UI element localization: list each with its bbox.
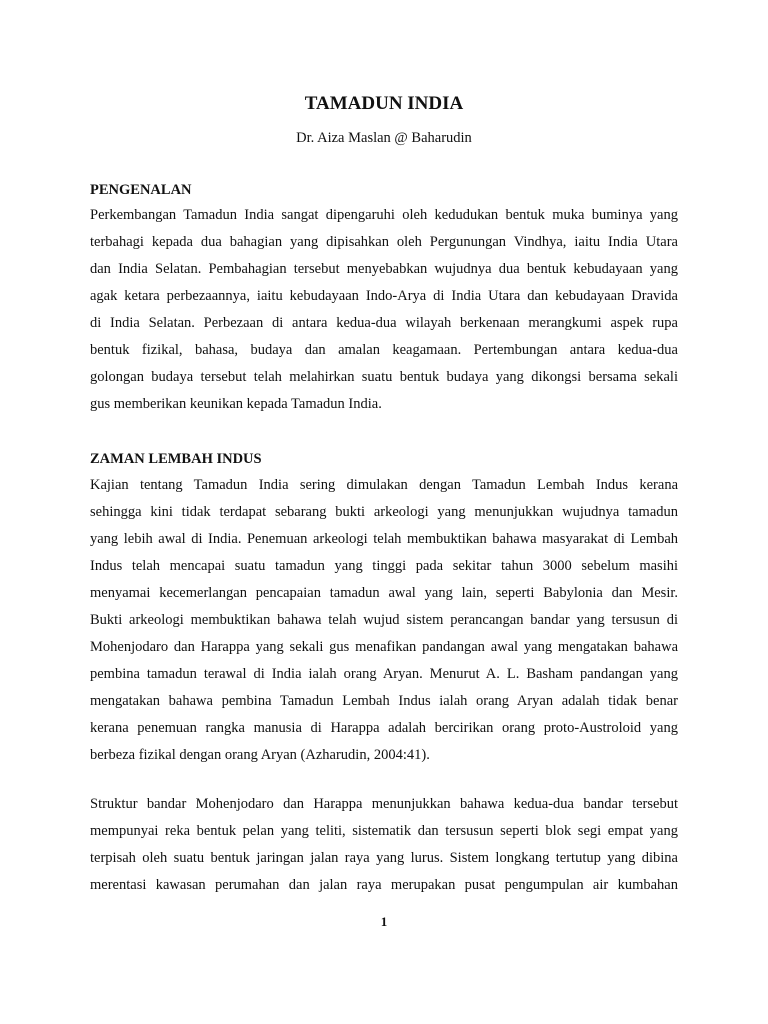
paragraph-line: terpisah oleh suatu bentuk jaringan jalan raya yang lurus. Sistem longkang tertutup yang dibina [90, 850, 678, 866]
paragraph-line: menyamai kecemerlangan pencapaian tamadun awal yang lain, seperti Babylonia dan Mesir. [90, 585, 678, 601]
paragraph-pengenalan [90, 202, 678, 418]
page-number: 1 [380, 914, 388, 929]
paragraph-line: pembina tamadun terawal di India ialah orang Aryan. Menurut A. L. Basham pandangan yang [90, 666, 678, 682]
paragraph-line: golongan budaya tersebut telah melahirkan suatu bentuk budaya yang dikongsi bersama sekali [90, 369, 678, 385]
paragraph-lembah-indus-2 [90, 791, 678, 899]
paragraph-line: yang lebih awal di India. Penemuan arkeologi telah membuktikan bahawa masyarakat di Lembah [90, 531, 678, 547]
document-author: Dr. Aiza Maslan @ Baharudin [296, 130, 472, 146]
paragraph-line: sehingga kini tidak terdapat sebarang bukti arkeologi yang menunjukkan wujudnya tamadun [90, 504, 678, 520]
paragraph-line: Perkembangan Tamadun India sangat dipengaruhi oleh kedudukan bentuk muka buminya yang [90, 207, 678, 223]
paragraph-line: mempunyai reka bentuk pelan yang teliti, sistematik dan tersusun seperti blok segi empat yang [90, 823, 678, 839]
paragraph-line: berbeza fizikal dengan orang Aryan (Azharudin, 2004:41). [90, 747, 430, 763]
paragraph-line: di India Selatan. Perbezaan di antara kedua-dua wilayah berkenaan merangkumi aspek rupa [90, 315, 678, 331]
paragraph-line: terbahagi kepada dua bahagian yang dipisahkan oleh Pergunungan Vindhya, iaitu India Utara [90, 234, 678, 250]
paragraph-line: mengatakan bahawa pembina Tamadun Lembah Indus ialah orang Aryan adalah tidak benar [90, 693, 678, 709]
paragraph-line: bentuk fizikal, bahasa, budaya dan amalan keagamaan. Pertembungan antara kedua-dua [90, 342, 678, 358]
document-title: TAMADUN INDIA [304, 93, 464, 114]
section-heading-zaman-lembah-indus: ZAMAN LEMBAH INDUS [90, 451, 262, 467]
section-heading-pengenalan: PENGENALAN [90, 182, 192, 198]
paragraph-line: agak ketara perbezaannya, iaitu kebudayaan Indo-Arya di India Utara dan kebudayaan Dravida [90, 288, 678, 304]
paragraph-line: merentasi kawasan perumahan dan jalan raya merupakan pusat pengumpulan air kumbahan [90, 877, 678, 893]
paragraph-lembah-indus-1 [90, 472, 678, 769]
paragraph-line: Indus telah mencapai suatu tamadun yang tinggi pada sekitar tahun 3000 sebelum masihi [90, 558, 678, 574]
paragraph-line: dan India Selatan. Pembahagian tersebut menyebabkan wujudnya dua bentuk kebudayaan yang [90, 261, 678, 277]
paragraph-line: gus memberikan keunikan kepada Tamadun India. [90, 396, 382, 412]
paragraph-line: Bukti arkeologi membuktikan bahawa telah wujud sistem perancangan bandar yang tersusun di [90, 612, 678, 628]
paragraph-line: Struktur bandar Mohenjodaro dan Harappa menunjukkan bahawa kedua-dua bandar tersebut [90, 796, 678, 812]
paragraph-line: Kajian tentang Tamadun India sering dimulakan dengan Tamadun Lembah Indus kerana [90, 477, 678, 493]
paragraph-line: Mohenjodaro dan Harappa yang sekali gus menafikan pandangan awal yang mengatakan bahawa [90, 639, 678, 655]
paragraph-line: kerana penemuan rangka manusia di Harappa adalah bercirikan orang proto-Austroloid yang [90, 720, 678, 736]
